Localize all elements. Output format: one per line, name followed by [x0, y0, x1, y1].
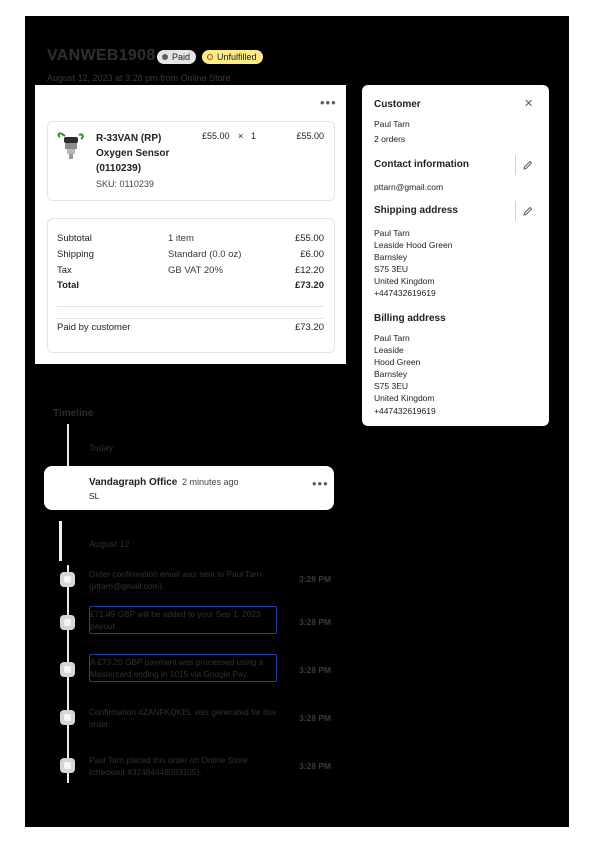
- timeline-dot-icon: [60, 662, 75, 677]
- timeline-event-text[interactable]: A £73.20 GBP payment was processed using a Mastercard ending in 1015 via Google Pay.: [89, 654, 277, 682]
- unfulfilled-badge-label: Unfulfilled: [217, 52, 257, 62]
- product-thumbnail[interactable]: [57, 131, 85, 161]
- timeline-event-time: 3:28 PM: [299, 713, 332, 723]
- address-line: +447432619619: [374, 288, 436, 299]
- edit-divider: [515, 155, 516, 175]
- timeline-title: Timeline: [53, 408, 94, 419]
- more-horizontal-icon[interactable]: •••: [320, 95, 337, 110]
- tax-detail: GB VAT 20%: [168, 265, 223, 276]
- subtotal-detail: 1 item: [168, 233, 194, 244]
- address-line: S75 3EU: [374, 381, 409, 392]
- shipping-detail: Standard (0.0 oz): [168, 249, 242, 260]
- line-total: £55.00: [296, 131, 324, 141]
- timeline-dot-icon: [60, 572, 75, 587]
- address-line: United Kingdom: [374, 276, 435, 287]
- timeline-event-text[interactable]: £71.49 GBP will be added to your Sep 1, 2023 payout.: [89, 606, 277, 634]
- timeline-dot-icon: [60, 710, 75, 725]
- address-line: Paul Tarn: [374, 333, 410, 343]
- comment-card: [44, 466, 334, 510]
- address-line: Barnsley: [374, 252, 408, 263]
- timeline-dot-icon: [60, 615, 75, 630]
- address-line: Paul Tarn: [374, 228, 410, 238]
- unfulfilled-dot-icon: [207, 54, 213, 60]
- tax-label: Tax: [57, 265, 72, 276]
- timeline-event-text: Order confirmation email was sent to Paul Tarn (pttarn@gmail.com).: [89, 569, 262, 591]
- edit-contact-button[interactable]: [517, 155, 537, 175]
- address-line: Hood Green: [374, 357, 421, 368]
- day-label-today: Today: [89, 443, 114, 453]
- billing-address-block: [374, 332, 436, 417]
- timeline-event-time: 3:28 PM: [299, 574, 332, 584]
- paid-by-customer-amount: £73.20: [294, 322, 324, 333]
- shipping-address-title: Shipping address: [374, 205, 458, 216]
- paid-badge: [157, 50, 196, 64]
- shipping-address-block: [374, 227, 452, 300]
- paid-by-customer-label: Paid by customer: [57, 322, 131, 333]
- edit-shipping-button[interactable]: [517, 201, 537, 221]
- customer-title: Customer: [374, 99, 421, 110]
- summary-divider: [57, 306, 324, 307]
- timeline-event-time: 3:28 PM: [299, 617, 332, 627]
- customer-name-link[interactable]: Paul Tarn: [374, 119, 410, 129]
- timeline-event-time: 3:28 PM: [299, 761, 332, 771]
- shipping-label: Shipping: [57, 249, 94, 260]
- timeline-line: [59, 521, 62, 561]
- subtotal-label: Subtotal: [57, 233, 92, 244]
- timeline-event-text: Confirmation #ZANFKQKEL was generated for this order.: [89, 707, 276, 729]
- total-amount: £73.20: [294, 280, 324, 291]
- customer-email-link[interactable]: pttarn@gmail.com: [374, 182, 444, 192]
- paid-dot-icon: [162, 54, 168, 60]
- order-subtitle: August 12, 2023 at 3:28 pm from Online Store: [47, 73, 231, 83]
- address-line: Barnsley: [374, 369, 408, 380]
- customer-orders-link[interactable]: 2 orders: [374, 134, 406, 144]
- shipping-amount: £6.00: [300, 249, 324, 260]
- product-sku: SKU: 0110239: [96, 179, 154, 189]
- edit-divider: [515, 201, 516, 221]
- tax-amount: £12.20: [294, 265, 324, 276]
- quantity: 1: [251, 131, 257, 141]
- timeline-event-text: Paul Tarn placed this order on Online Store (checkout #32484448503105).: [89, 755, 248, 777]
- unit-price: £55.00: [202, 131, 230, 141]
- total-label: Total: [57, 280, 79, 291]
- billing-address-title: Billing address: [374, 313, 446, 324]
- oxygen-sensor-image: [57, 131, 85, 161]
- address-line: Leaside Hood Green: [374, 240, 453, 251]
- comment-more-icon[interactable]: •••: [312, 476, 329, 491]
- address-line: +447432619619: [374, 405, 436, 416]
- timeline-line: [67, 424, 69, 466]
- times-sign: ×: [238, 131, 244, 141]
- product-name-link[interactable]: R-33VAN (RP) Oxygen Sensor (0110239): [96, 133, 170, 174]
- contact-title: Contact information: [374, 159, 469, 170]
- paid-badge-label: Paid: [172, 52, 191, 62]
- timeline-dot-icon: [60, 758, 75, 773]
- subtotal-amount: £55.00: [294, 233, 324, 244]
- address-line: United Kingdom: [374, 393, 435, 404]
- pencil-icon: [522, 160, 533, 171]
- address-line: S75 3EU: [374, 264, 409, 275]
- timeline-event-time: 3:28 PM: [299, 665, 332, 675]
- comment-note: SL: [89, 491, 100, 501]
- pencil-icon: [522, 206, 533, 217]
- comment-author: Vandagraph Office: [89, 477, 178, 488]
- order-number: VANWEB1908: [47, 47, 156, 64]
- close-icon[interactable]: ✕: [524, 98, 534, 110]
- address-line: Leaside: [374, 345, 404, 356]
- summary-divider-2: [57, 318, 324, 319]
- unfulfilled-badge: [202, 50, 263, 64]
- day-label-august: August 12: [89, 539, 130, 549]
- comment-time: 2 minutes ago: [182, 477, 239, 487]
